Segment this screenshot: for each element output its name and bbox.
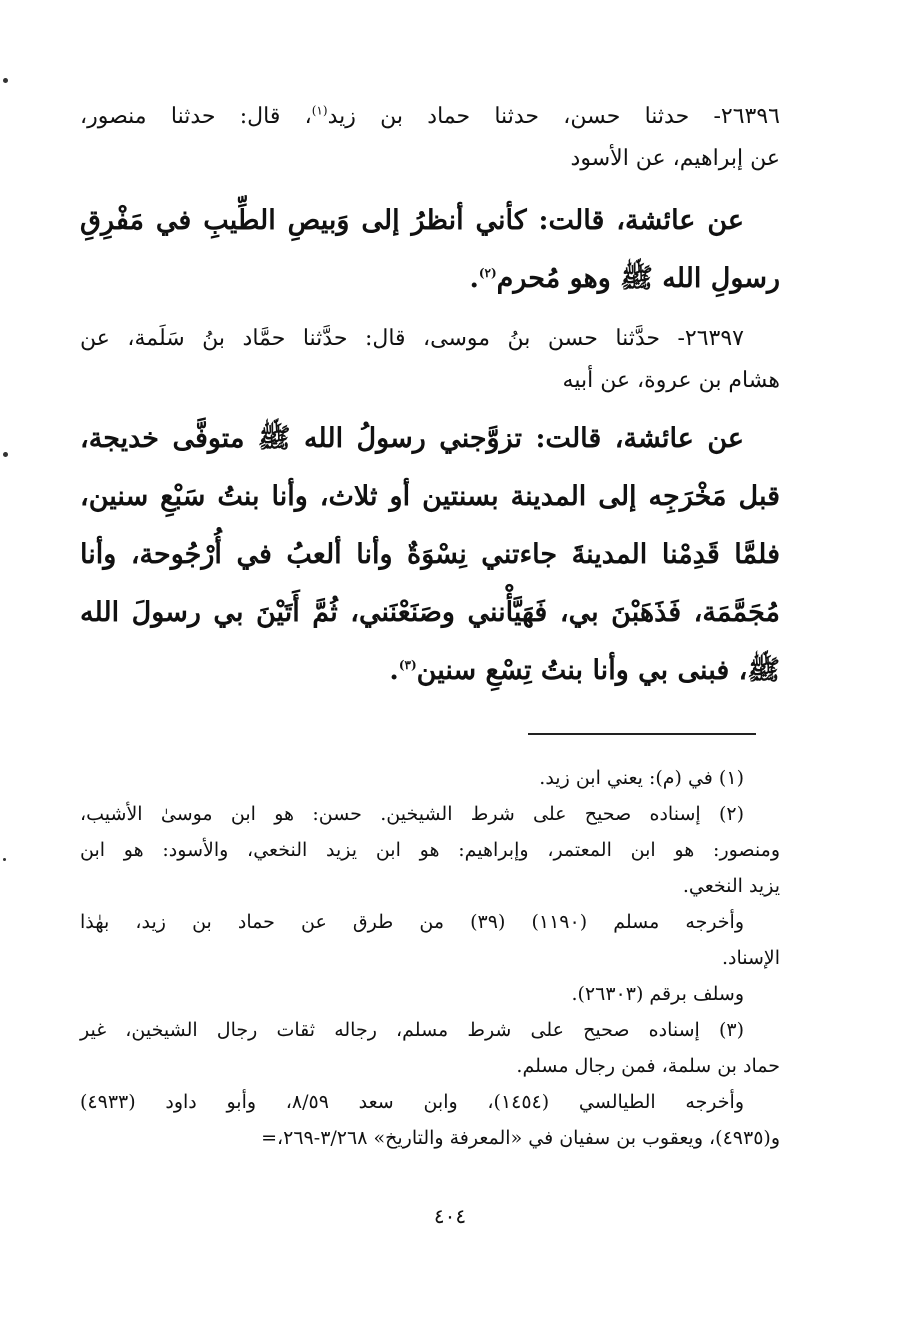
footnotes [80,760,780,1156]
isnad-line [80,96,780,138]
isnad-line: عن إبراهيم، عن الأسود [570,146,780,171]
footnote-1: (١) في (م): يعني ابن زيد. [539,767,744,789]
footnote-2-line: ومنصور: هو ابن المعتمر، وإبراهيم: هو ابن يزيد النخعي، والأسود: هو ابن [80,839,780,861]
hadith-26396-isnad [80,96,780,180]
matn-text: رسولِ الله ﷺ وهو مُحرم [496,263,780,294]
matn-line: عن عائشة، قالت: تزوَّجني رسولُ الله ﷺ متوفَّى خديجة، [80,423,744,454]
footnote-2-line: وأخرجه مسلم (١١٩٠) (٣٩) من طرق عن حماد بن زيد، بهٰذا [80,911,744,933]
matn-text: . [389,655,399,686]
isnad-line: ٢٦٣٩٧- حدَّثنا حسن بنُ موسى، قال: حدَّثنا حمَّاد بنُ سَلَمة، عن [80,326,744,351]
footnote-3-line: حماد بن سلمة، فمن رجال مسلم. [516,1055,780,1077]
footnote-2-line: (٢) إسناده صحيح على شرط الشيخين. حسن: هو ابن موسىٰ الأشيب، [80,803,744,825]
scan-mark [3,452,8,457]
matn-line: مُجَمَّمَة، فَذَهَبْنَ بي، فَهَيَّأْنني وصَنَعْنَني، ثُمَّ أَتَيْنَ بي رسولَ الله [80,597,780,628]
matn-line: فلمَّا قَدِمْنا المدينةَ جاءتني نِسْوَةٌ وأنا ألعبُ في أُرْجُوحة، وأنا [80,539,780,570]
footnote-3-line: و(٤٩٣٥)، ويعقوب بن سفيان في «المعرفة والتاريخ» ٣/٢٦٨-٢٦٩،= [261,1127,780,1149]
isnad-line: هشام بن عروة، عن أبيه [562,368,780,393]
matn-line [80,250,780,308]
matn-line: قبل مَخْرَجِه إلى المدينة بسنتين أو ثلاث، وأنا بنتُ سَبْعِ سنين، [80,481,780,512]
matn-text: . [469,263,479,294]
isnad-text: ٢٦٣٩٦- حدثنا حسن، حدثنا حماد بن زيد [327,104,780,129]
footnote-3-line: (٣) إسناده صحيح على شرط مسلم، رجاله ثقات رجال الشيخين، غير [80,1019,744,1041]
footnote-ref[interactable]: (٢) [478,266,497,280]
scan-mark [3,858,6,861]
page-number: ٤٠٤ [433,1204,467,1228]
hadith-26396-matn [80,192,780,308]
hadith-26397-isnad [80,318,780,402]
matn-line [80,642,780,700]
footnote-3-line: وأخرجه الطيالسي (١٤٥٤)، وابن سعد ٨/٥٩، وأبو داود (٤٩٣٣) [80,1091,744,1113]
footnote-2-line: وسلف برقم (٢٦٣٠٣). [571,983,744,1005]
footnote-2-line: يزيد النخعي. [682,875,780,897]
isnad-text: ، قال: حدثنا منصور، [80,104,312,129]
footnote-ref[interactable]: (١) [311,103,328,118]
scan-mark [3,78,8,83]
footnote-ref[interactable]: (٣) [398,658,417,672]
matn-text: ﷺ، فبنى بي وأنا بنتُ تِسْعِ سنين [416,655,780,686]
hadith-26397-matn [80,410,780,700]
footnote-separator [528,733,756,735]
footnote-2-line: الإسناد. [721,947,780,969]
matn-line: عن عائشة، قالت: كأني أنظرُ إلى وَبيصِ الطِّيبِ في مَفْرِقِ [80,205,744,236]
